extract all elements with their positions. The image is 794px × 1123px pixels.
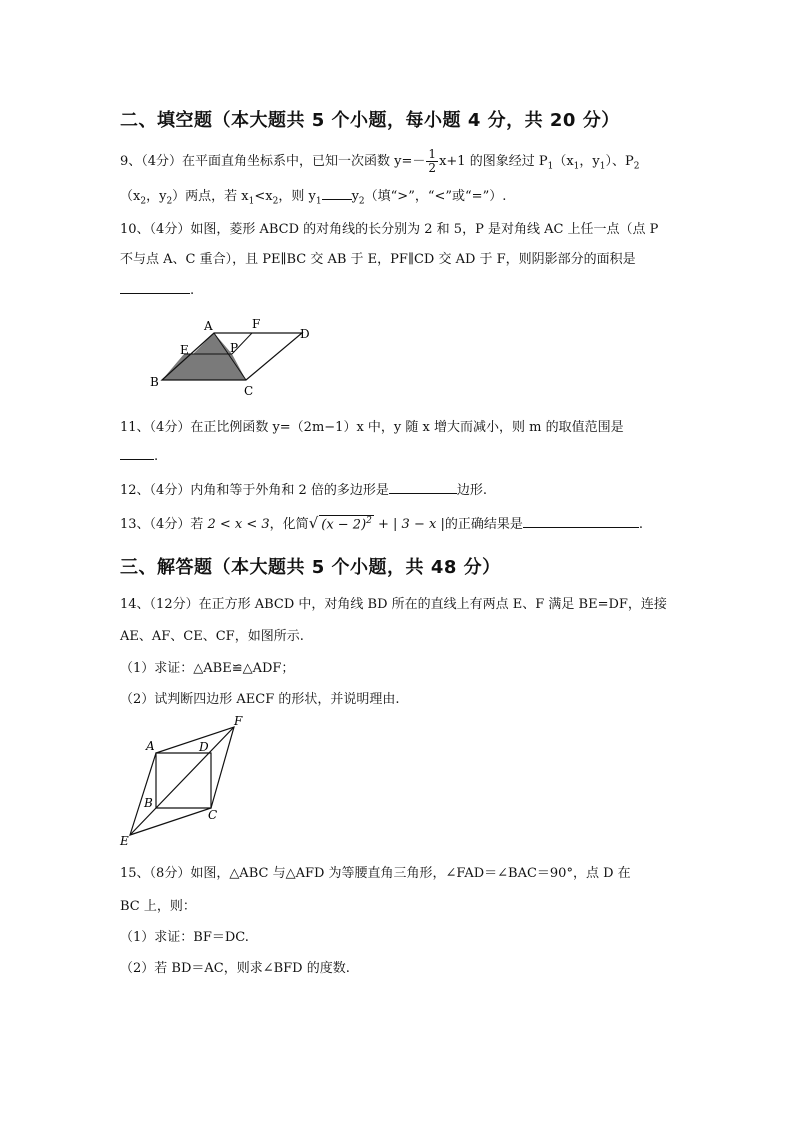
q12-answer-blank[interactable] — [389, 481, 457, 494]
label-p: P — [230, 341, 239, 355]
question-10-line1: 10、（4分）如图，菱形 ABCD 的对角线的长分别为 2 和 5，P 是对角线 AC 上任一点（点 P — [120, 222, 659, 237]
square-figure — [116, 713, 256, 853]
question-10-line2: 不与点 A、C 重合），且 PE∥BC 交 AB 于 E，PF∥CD 交 AD 于 F，则阴影部分的面积是 — [120, 252, 636, 267]
rhombus-figure — [140, 314, 320, 398]
q13-answer-blank[interactable] — [523, 515, 639, 528]
question-9-line2: （$x_2$，$y_2$）两点，若 $x_1<x_2$，则 $y_1$ $y_2$（填“>”，“<”或“=”）. — [120, 189, 507, 207]
q9-label: 9、（4分） — [120, 154, 183, 169]
inequality: 2 < x < 3 — [207, 517, 270, 532]
label-c: C — [244, 384, 254, 398]
shaded-region — [162, 354, 246, 380]
label-c: C — [208, 808, 218, 822]
fraction-one-half: $\frac{1}{2}$ — [428, 147, 437, 175]
label-e: E — [120, 834, 129, 848]
section-2-title: 二、填空题（本大题共 5 个小题，每小题 4 分，共 20 分） — [120, 110, 620, 131]
label-d: D — [199, 740, 209, 754]
radical: $(x - 2)^2$ — [321, 515, 372, 532]
label-b: B — [144, 796, 153, 810]
q10-answer-blank[interactable] — [120, 281, 190, 294]
question-13: 13、（4分）若 2 < x < 3，化简√ $(x - 2)^2$ + | 3 − x |的正确结果是 . — [120, 514, 643, 532]
question-11-line2: . — [120, 447, 158, 464]
question-9-line1: 9、（4分）在平面直角坐标系中，已知一次函数 y=－ $\frac{1}{2}$ x+1 的图象经过 $P_1(x_1$，$y_1$）、$P_2$ — [120, 147, 640, 175]
question-15-line2: BC 上，则： — [120, 899, 196, 914]
question-14-line2: AE、AF、CE、CF，如图所示. — [120, 629, 304, 644]
section-3-title: 三、解答题（本大题共 5 个小题，共 48 分） — [120, 557, 501, 578]
question-14-part1: （1）求证：△ABE≌△ADF； — [120, 661, 295, 676]
label-f: F — [234, 714, 243, 728]
label-d: D — [300, 327, 310, 341]
q11-answer-blank[interactable] — [120, 447, 154, 460]
label-a: A — [204, 319, 213, 333]
question-12: 12、（4分）内角和等于外角和 2 倍的多边形是 边形. — [120, 483, 487, 498]
question-10-line3: . — [120, 281, 194, 298]
label-a: A — [146, 739, 155, 753]
label-b: B — [150, 375, 159, 389]
question-11-line1: 11、（4分）在正比例函数 y=（2m−1）x 中，y 随 x 增大而减小，则 m 的取值范围是 — [120, 420, 624, 435]
q9-answer-blank[interactable] — [322, 187, 352, 200]
label-e: E — [180, 343, 189, 357]
question-15-part2: （2）若 BD＝AC，则求∠BFD 的度数. — [120, 961, 350, 976]
question-15-line1: 15、（8分）如图，△ABC 与△AFD 为等腰直角三角形，∠FAD＝∠BAC＝90°，点 D 在 — [120, 866, 631, 881]
question-14-line1: 14、（12分）在正方形 ABCD 中，对角线 BD 所在的直线上有两点 E、F 满足 BE=DF，连接 — [120, 597, 667, 612]
question-15-part1: （1）求证：BF＝DC. — [120, 930, 249, 945]
label-f: F — [252, 317, 261, 331]
question-14-part2: （2）试判断四边形 AECF 的形状，并说明理由. — [120, 692, 400, 707]
